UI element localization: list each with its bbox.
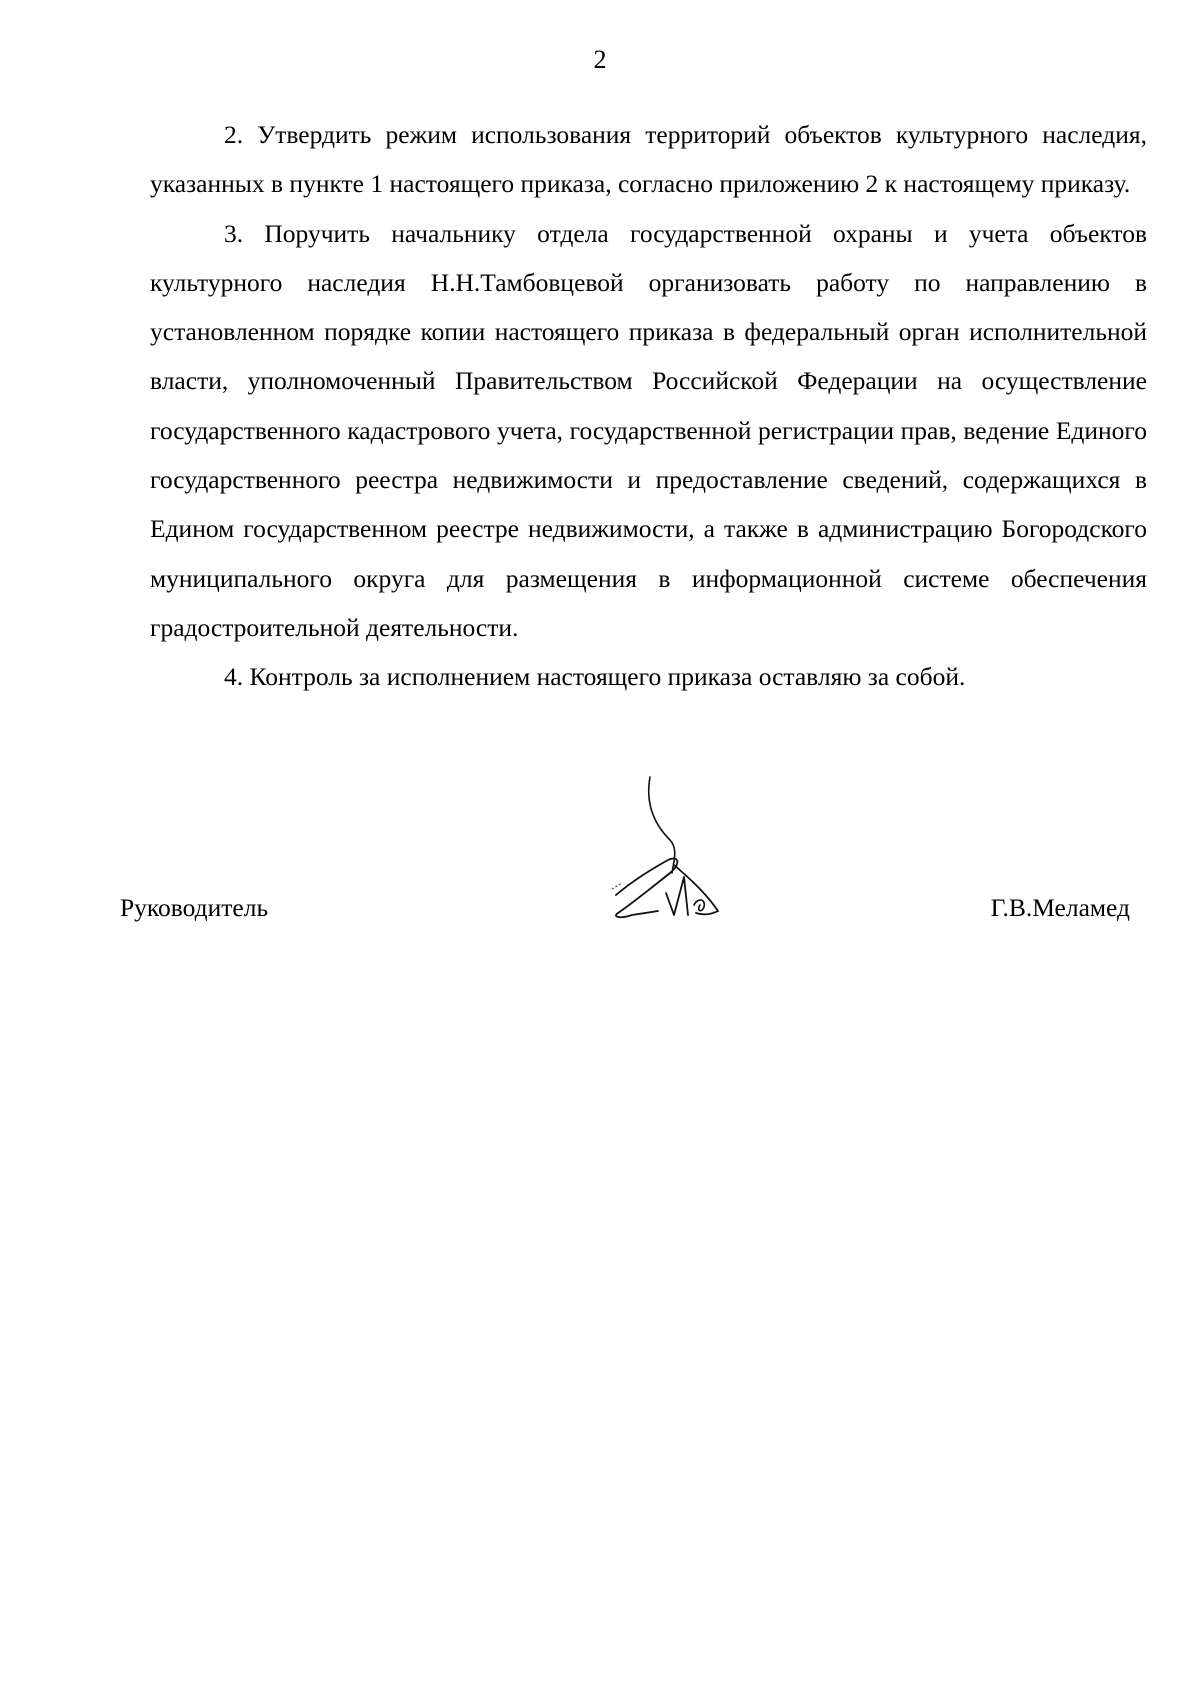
- signer-title: Руководитель: [120, 893, 269, 922]
- paragraph-4: 4. Контроль за исполнением настоящего приказа оставляю за собой.: [224, 662, 966, 692]
- signature-block: [120, 890, 1130, 930]
- document-body: [150, 110, 1147, 702]
- signer-name: Г.В.Меламед: [990, 893, 1130, 922]
- paragraph-3: 3. Поручить начальнику отдела государственной охраны и учета объектов культурного наследия Н.Н.Тамбовцевой организовать работу по направлению в установленном порядке копии настоящего приказа в федеральный орган исполнительной власти, уполномоченный Правительством Российской Федерации на осуществление государственного кадастрового учета, государственной регистрации прав, ведение Единого государственного реестра недвижимости и предоставление сведений, содержащихся в Едином государственном реестре недвижимости, а также в администрацию Богородского муниципального округа для размещения в информационной системе обеспечения градостроительной деятельности.: [150, 218, 1147, 642]
- paragraph-2: 2. Утвердить режим использования территорий объектов культурного наследия, указанных в пункте 1 настоящего приказа, согласно приложению 2 к настоящему приказу.: [150, 120, 1147, 199]
- page-number: 2: [593, 45, 607, 74]
